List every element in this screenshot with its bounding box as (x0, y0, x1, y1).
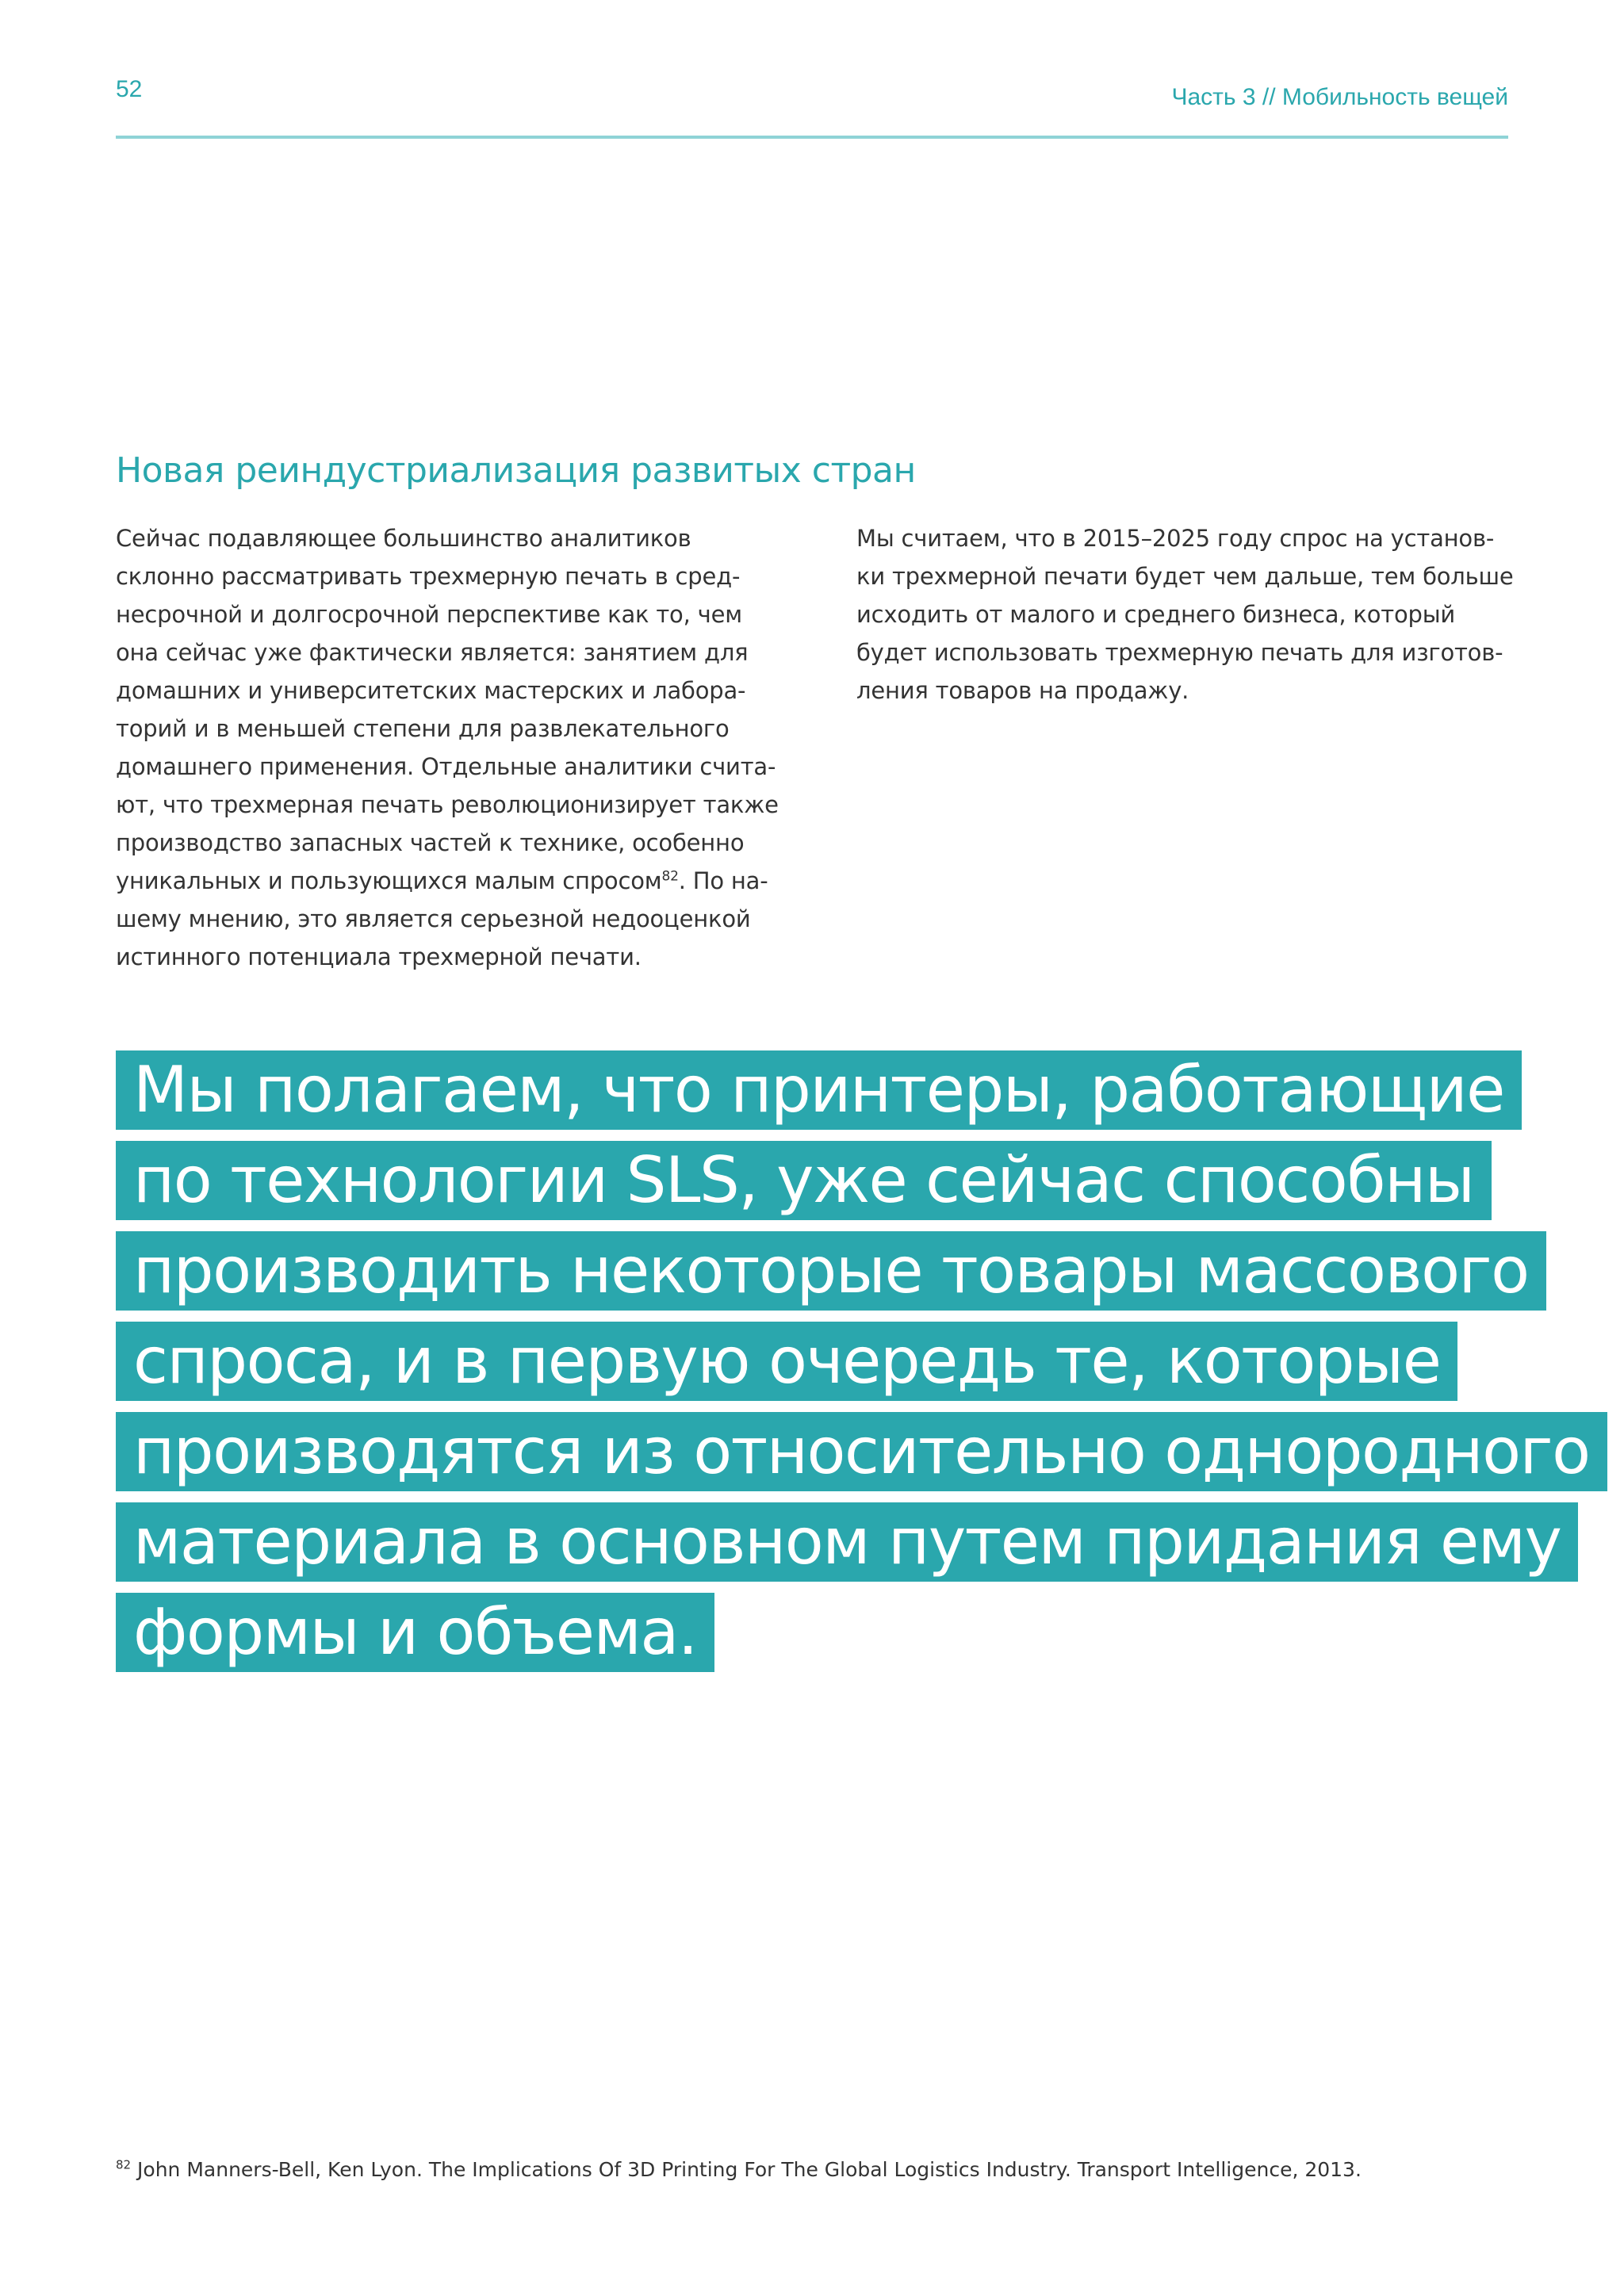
text-line: несрочной и долгосрочной перспективе как то, чем (116, 601, 742, 628)
left-column-paragraph (116, 519, 798, 976)
footnote-reference[interactable]: 82 (661, 868, 679, 885)
text-line: домашних и университетских мастерских и лабора- (116, 677, 746, 704)
text-line: торий и в меньшей степени для развлекательного (116, 715, 730, 742)
pull-quote (116, 1050, 1590, 1683)
running-title: Часть 3 // Мобильность вещей (1171, 84, 1508, 110)
text-line: она сейчас уже фактически является: занятием для (116, 639, 749, 666)
text-line: ки трехмерной печати будет чем дальше, тем больше (856, 563, 1514, 590)
text-segment: . По на- (678, 867, 768, 894)
page-number: 52 (116, 76, 143, 102)
text-line: истинного потенциала трехмерной печати. (116, 943, 642, 970)
text-line: ют, что трехмерная печать революционизирует также (116, 791, 779, 818)
footnote (116, 2158, 1362, 2181)
pull-quote-line: спроса, и в первую очередь те, которые (116, 1322, 1457, 1401)
text-line: домашнего применения. Отдельные аналитики счита- (116, 753, 776, 780)
footnote-text: John Manners-Bell, Ken Lyon. The Implications Of 3D Printing For The Global Logistics Industry. Transport Intelligence, 2013. (131, 2158, 1362, 2181)
text-line: будет использовать трехмерную печать для изготов- (856, 639, 1503, 666)
section-heading: Новая реиндустриализация развитых стран (116, 450, 916, 491)
pull-quote-line: производить некоторые товары массового (116, 1231, 1546, 1311)
text-line: Мы считаем, что в 2015–2025 году спрос на установ- (856, 525, 1495, 552)
header-divider (116, 136, 1508, 139)
text-line: производство запасных частей к технике, особенно (116, 829, 745, 856)
pull-quote-line: материала в основном путем придания ему (116, 1502, 1578, 1582)
text-line: склонно рассматривать трехмерную печать в сред- (116, 563, 741, 590)
footnote-mark: 82 (116, 2157, 132, 2172)
pull-quote-line: по технологии SLS, уже сейчас способны (116, 1141, 1492, 1220)
pull-quote-line: формы и объема. (116, 1593, 714, 1672)
text-line: шему мнению, это является серьезной недооценкой (116, 905, 751, 932)
right-column-paragraph (833, 519, 1515, 710)
text-line: Сейчас подавляющее большинство аналитиков (116, 525, 691, 552)
text-segment: уникальных и пользующихся малым спросом (116, 867, 662, 894)
pull-quote-line: Мы полагаем, что принтеры, работающие (116, 1050, 1522, 1130)
text-line: исходить от малого и среднего бизнеса, который (856, 601, 1456, 628)
text-line: ления товаров на продажу. (856, 677, 1189, 704)
text-line-with-footnote-ref (116, 862, 798, 900)
page-header (116, 76, 1508, 140)
pull-quote-line: производятся из относительно однородного (116, 1412, 1607, 1491)
